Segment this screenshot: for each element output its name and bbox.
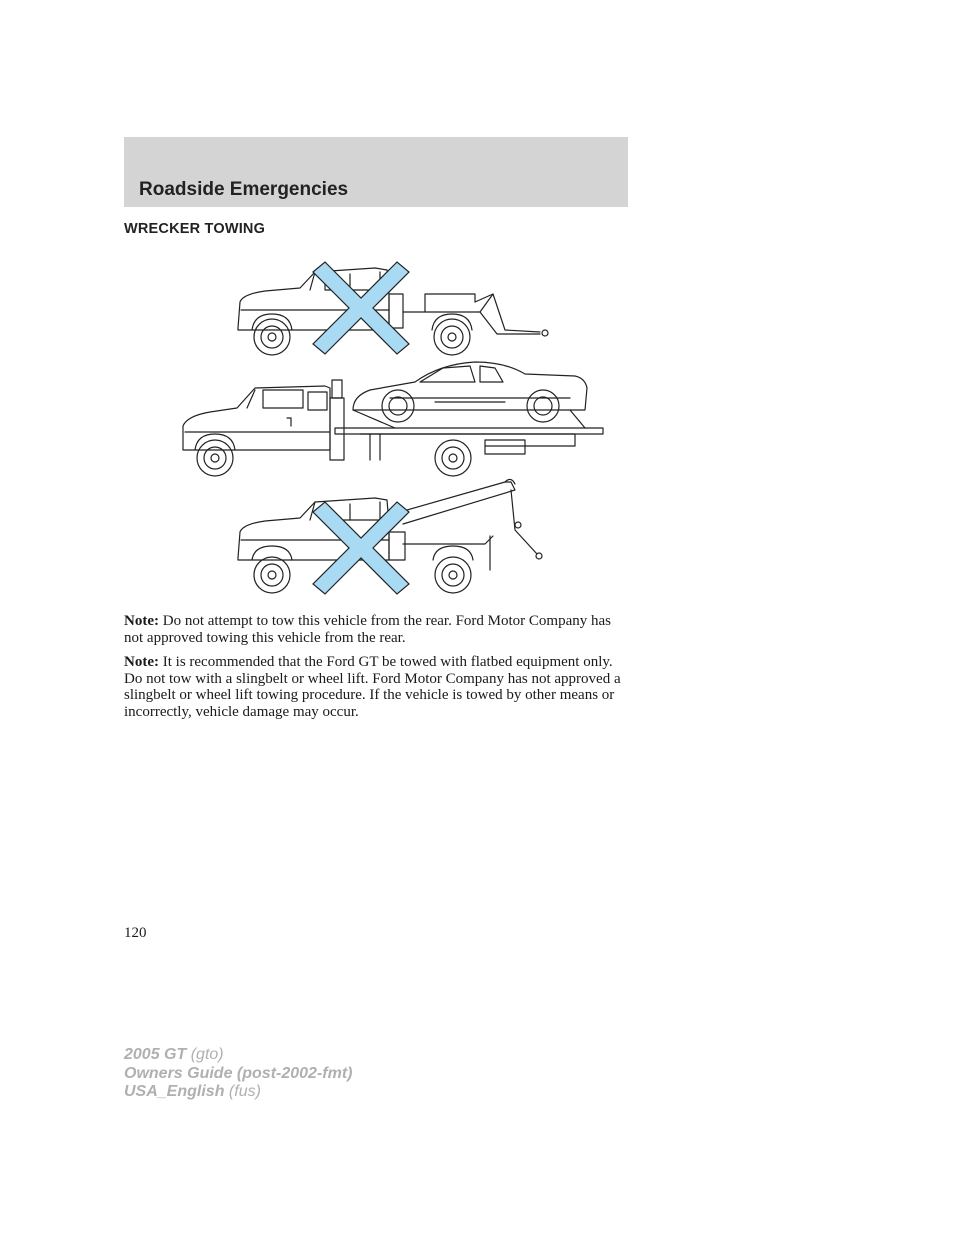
footer-line-2: Owners Guide (post-2002-fmt)	[124, 1064, 353, 1082]
note-label: Note:	[124, 613, 159, 629]
note-text: It is recommended that the Ford GT be towed with flatbed equipment only. Do not tow with a slingbelt or wheel lift. Ford Motor Company has not approved a slingbelt or wheel lift towing procedure. If the vehicle is towed by other means or incorrectly, vehicle damage may occur.	[124, 654, 621, 720]
section-heading: WRECKER TOWING	[124, 221, 266, 237]
footer-line-1: 2005 GT (gto)	[124, 1046, 224, 1063]
towing-illustration	[175, 250, 615, 600]
note-flatbed-only	[124, 654, 624, 720]
footer-line-3: USA_English (fus)	[124, 1083, 261, 1100]
section-header	[124, 137, 628, 207]
note-label: Note:	[124, 654, 159, 670]
towing-illustration-svg	[175, 250, 615, 600]
not-approved-mark-2	[313, 502, 409, 594]
note-rear-towing	[124, 613, 624, 646]
flatbed-truck	[183, 362, 603, 476]
not-approved-mark-1	[313, 262, 409, 354]
document-footer	[124, 1046, 352, 1102]
page-number: 120	[124, 925, 147, 941]
note-text: Do not attempt to tow this vehicle from the rear. Ford Motor Company has not approved towing this vehicle from the rear.	[124, 613, 611, 646]
section-title: Roadside Emergencies	[139, 179, 349, 200]
ford-gt-car	[353, 362, 587, 422]
